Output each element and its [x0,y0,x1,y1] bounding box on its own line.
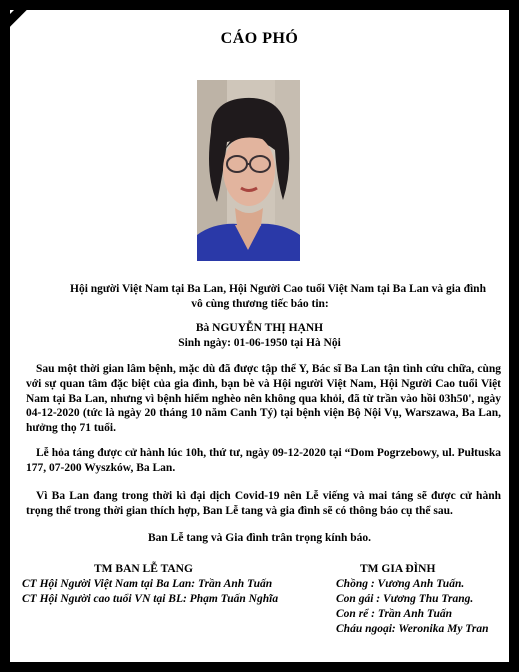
committee-line: CT Hội Người Việt Nam tại Ba Lan: Trần Anh Tuấn [22,578,273,590]
obituary-paper [10,10,509,662]
signature-committee [22,562,322,607]
paragraph-covid-notice: Vì Ba Lan đang trong thời kì đại dịch Covid-19 nên Lễ viếng và mai táng sẽ được cử hành trọng thể trong thời gian thích hợp, Ban Lễ tang và gia đình sẽ có thông báo cụ thể sau. [26,490,501,517]
deceased-birth: Sinh ngày: 01-06-1950 tại Hà Nội [178,337,341,349]
family-heading: TM GIA ĐÌNH [360,563,436,575]
announcement-intro [70,282,490,312]
committee-heading: TM BAN LỄ TANG [94,563,193,575]
intro-line-1: Hội người Việt Nam tại Ba Lan, Hội Người Cao tuổi Việt Nam tại Ba Lan và gia đình [70,283,486,295]
intro-line-2: vô cùng thương tiếc báo tin: [191,298,329,310]
signature-family [328,562,508,637]
closing-line: Ban Lễ tang và Gia đình trân trọng kính báo. [147,532,372,544]
deceased-name: Bà NGUYỄN THỊ HẠNH [195,322,324,334]
paragraph-passing: Sau một thời gian lâm bệnh, mặc dù đã được tập thể Y, Bác sĩ Ba Lan tận tình cứu chữa, cùng với sự quan tâm đặc biệt của gia đình, bạn bè và Hội người Việt Nam, Hội Người Cao tuổi Việt Nam tại Ba Lan, nhưng vì bệnh hiểm nghèo nên không qua khỏi, đã từ trần vào hồi 03h50', ngày 04-12-2020 (tức là ngày 20 tháng 10 năm Canh Tý) tại bệnh viện Bộ Nội Vụ, Warszawa, Ba Lan, hưởng thọ 71 tuổi. [26,363,501,435]
paragraph-cremation: Lễ hỏa táng được cử hành lúc 10h, thứ tư, ngày 09-12-2020 tại “Dom Pogrzebowy, ul. Pułtuska 177, 07-200 Wyszków, Ba Lan. [26,447,501,474]
family-line: Con rể : Trần Anh Tuấn [336,608,452,620]
family-line: Chồng : Vương Anh Tuấn. [336,578,465,590]
portrait-photo [197,80,300,261]
family-line: Cháu ngoại: Weronika My Tran [336,623,489,635]
deceased-info [10,321,509,351]
family-line: Con gái : Vương Thu Trang. [336,593,474,605]
obituary-title: CÁO PHÓ [220,30,299,47]
committee-line: CT Hội Người cao tuổi VN tại BL: Phạm Tuấn Nghĩa [22,593,279,605]
